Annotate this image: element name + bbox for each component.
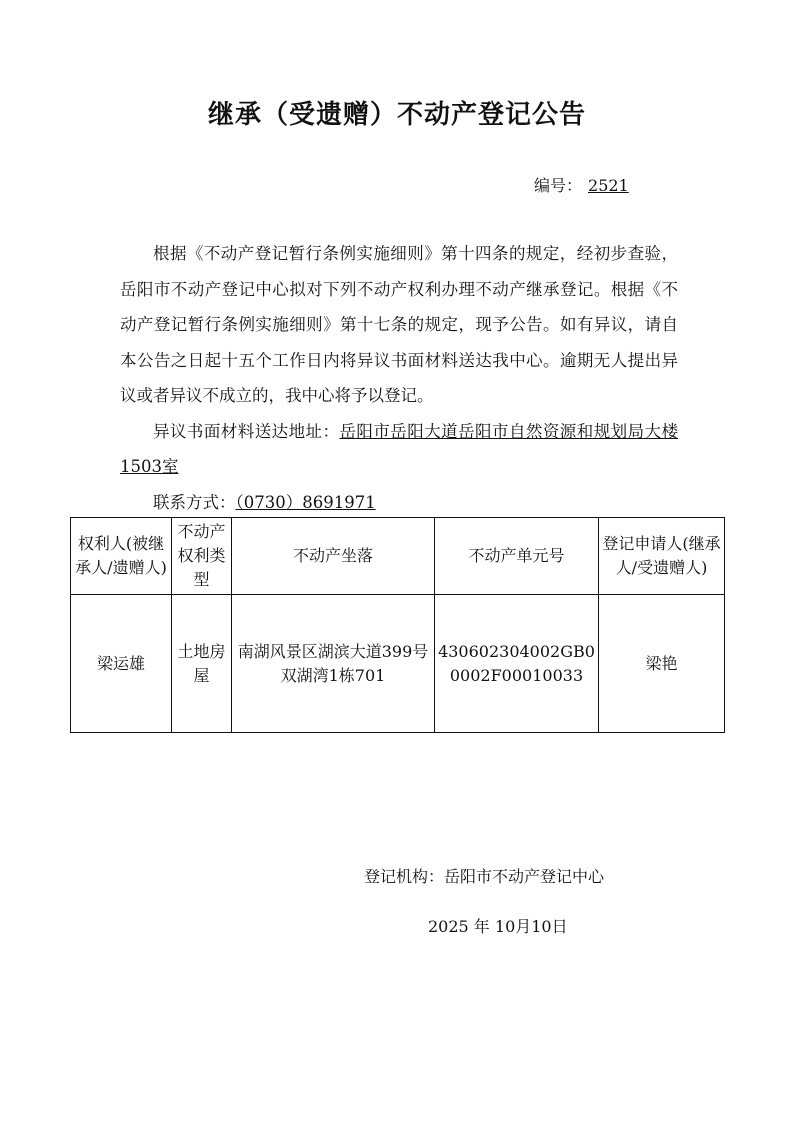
cell-location: 南湖风景区湖滨大道399号双湖湾1栋701 — [232, 595, 435, 733]
address-value: 岳阳市岳阳大道岳阳市自然资源和规划局大楼1503室 — [120, 421, 679, 476]
table-header-row — [71, 518, 725, 595]
authority-label: 登记机构： — [364, 867, 445, 886]
notice-number-value: 2521 — [588, 176, 629, 195]
header-unit: 不动产单元号 — [435, 518, 599, 595]
notice-number — [534, 173, 629, 196]
cell-unit: 430602304002GB00002F00010033 — [435, 595, 599, 733]
registration-authority — [364, 864, 604, 887]
address-label: 异议书面材料送达地址： — [153, 421, 340, 441]
cell-type: 土地房屋 — [172, 595, 232, 733]
table-row — [71, 595, 725, 733]
header-type: 不动产权利类型 — [172, 518, 232, 595]
contact-label: 联系方式： — [153, 492, 236, 512]
page-title: 继承（受遗赠）不动产登记公告 — [207, 100, 586, 130]
header-location: 不动产坐落 — [232, 518, 435, 595]
property-table — [70, 517, 725, 733]
notice-date: 2025 年 10月10日 — [428, 917, 568, 936]
notice-paragraph: 根据《不动产登记暂行条例实施细则》第十四条的规定，经初步查验，岳阳市不动产登记中心拟对下列不动产权利办理不动产继承登记。根据《不动产登记暂行条例实施细则》第十七条的规定，现予公告。如有异议，请自本公告之日起十五个工作日内将异议书面材料送达我中心。逾期无人提出异议或者异议不成立的，我中心将予以登记。 — [120, 244, 678, 405]
notice-body — [120, 236, 678, 520]
contact-line — [120, 485, 678, 521]
cell-applicant: 梁艳 — [599, 595, 725, 733]
cell-holder: 梁运雄 — [71, 595, 172, 733]
address-line — [120, 414, 678, 485]
notice-number-label: 编号： — [534, 176, 583, 195]
contact-value: （0730）8691971 — [235, 492, 376, 512]
authority-name: 岳阳市不动产登记中心 — [444, 867, 605, 886]
header-applicant: 登记申请人(继承人/受遗赠人) — [599, 518, 725, 595]
header-holder: 权利人(被继承人/遗赠人) — [71, 518, 172, 595]
